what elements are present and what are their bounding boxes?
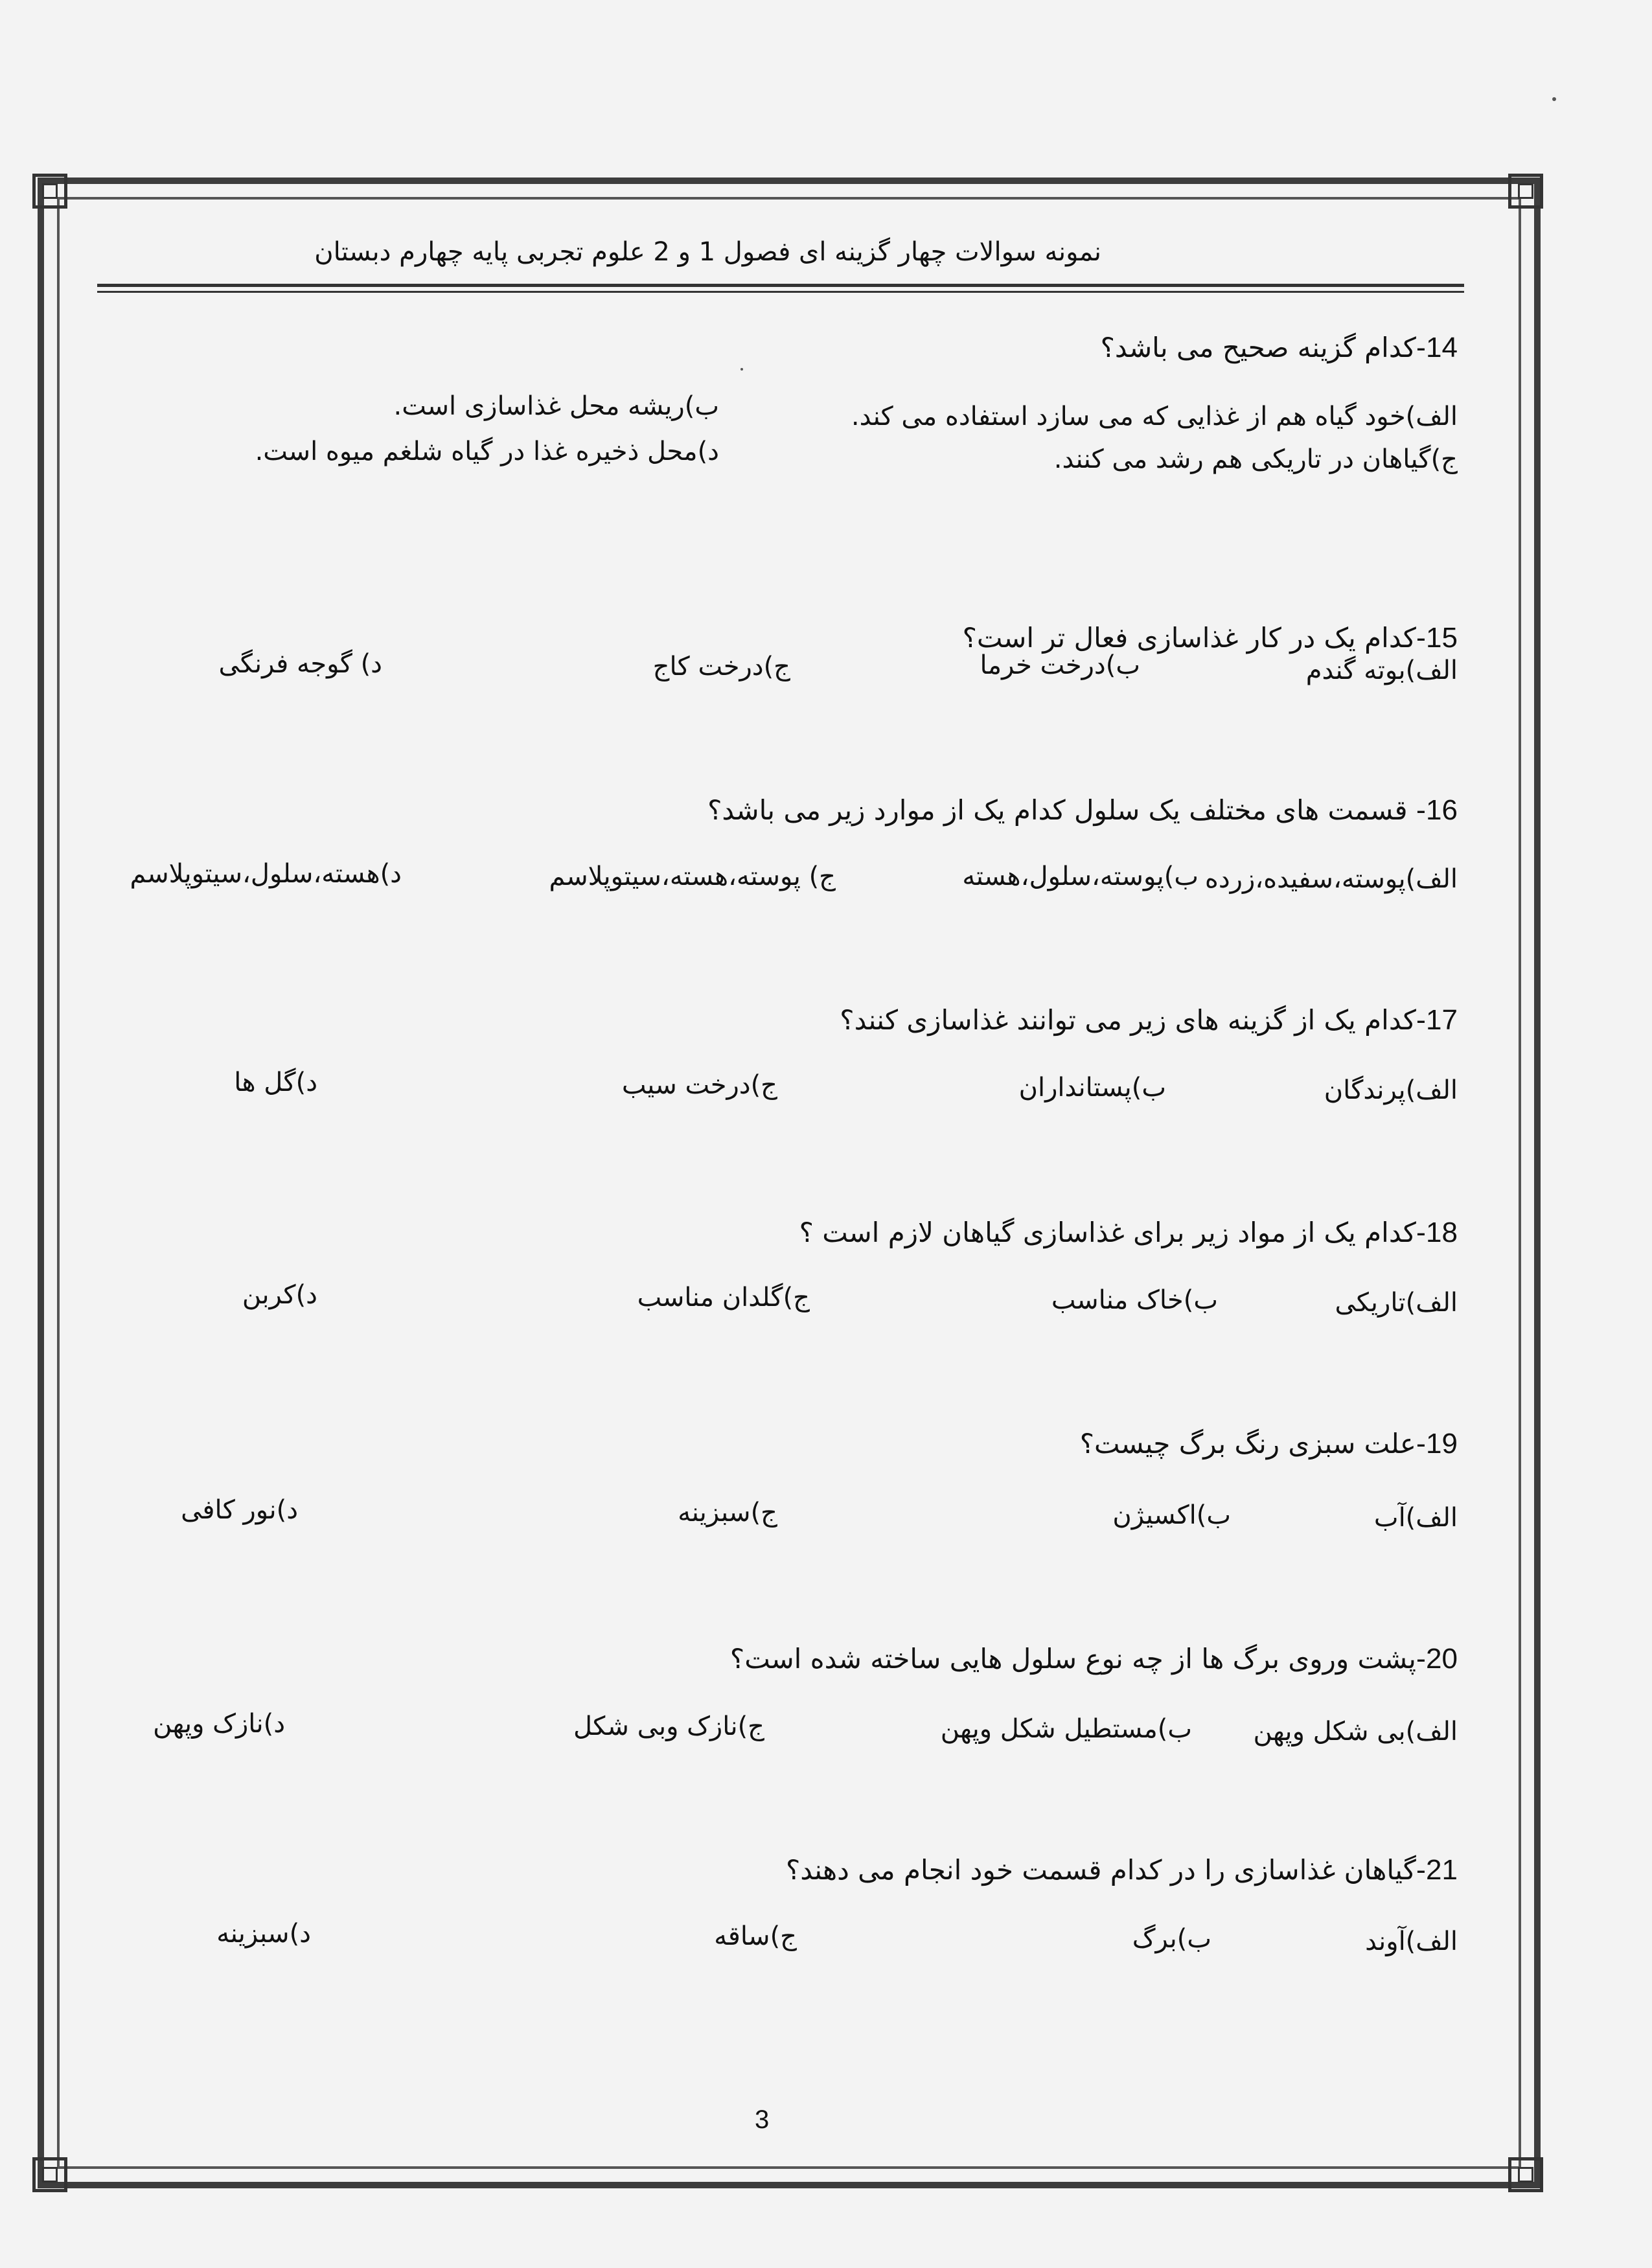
- option-d: د)سبزینه: [216, 1919, 311, 1949]
- option-a: الف)پرندگان: [1324, 1075, 1458, 1105]
- question-text: -گیاهان غذاسازی را در کدام قسمت خود انجام می دهند؟: [785, 1854, 1427, 1886]
- option-b: ب)خاک مناسب: [1051, 1285, 1218, 1315]
- corner-ornament-bottom-right: [1508, 2157, 1543, 2192]
- option-d: د)کربن: [242, 1280, 317, 1310]
- option-c: ج)گیاهان در تاریکی هم رشد می کنند.: [1053, 444, 1458, 474]
- question-text: -کدام گزینه صحیح می باشد؟: [1100, 332, 1427, 363]
- option-c: ج)درخت سیب: [621, 1070, 777, 1100]
- option-a: الف)تاریکی: [1335, 1288, 1458, 1318]
- question-number: 14: [1426, 332, 1458, 363]
- option-c: ج) پوسته،هسته،سیتوپلاسم: [549, 862, 836, 891]
- question-text: -پشت وروی برگ ها از چه نوع سلول هایی ساخته شده است؟: [729, 1643, 1427, 1675]
- option-b: ب)پستانداران: [1018, 1073, 1166, 1103]
- option-a: الف)پوسته،سفیده،زرده: [1204, 864, 1458, 894]
- option-c: ج)درخت کاج: [652, 652, 790, 682]
- option-a: الف)آب: [1373, 1503, 1458, 1533]
- question-text: -کدام یک در کار غذاسازی فعال تر است؟: [962, 622, 1427, 654]
- scan-speck: [740, 368, 743, 371]
- option-a: الف)آوند: [1365, 1927, 1458, 1956]
- question-number: 18: [1426, 1217, 1458, 1248]
- question-16: [707, 794, 1458, 827]
- question-14: [1101, 332, 1458, 364]
- option-a: الف)بوته گندم: [1305, 656, 1458, 685]
- question-number: 16: [1426, 794, 1458, 826]
- option-d: د) گوجه فرنگی: [218, 649, 382, 679]
- question-number: 21: [1426, 1854, 1458, 1886]
- option-d: د)نور کافی: [181, 1495, 298, 1525]
- question-19: [1080, 1428, 1458, 1460]
- corner-ornament-top-left: [32, 174, 67, 209]
- option-d: د)نازک وپهن: [153, 1709, 285, 1739]
- option-d: د)گل ها: [234, 1068, 317, 1097]
- option-b: ب)درخت خرما: [980, 650, 1140, 680]
- question-20: [730, 1643, 1458, 1675]
- document-title: نمونه سوالات چهار گزینه ای فصول 1 و 2 علوم تجربی پایه چهارم دبستان: [314, 237, 1101, 267]
- page-number: 3: [755, 2105, 770, 2134]
- option-a: الف)بی شکل وپهن: [1253, 1717, 1458, 1747]
- option-d: د)هسته،سلول،سیتوپلاسم: [130, 859, 402, 889]
- option-c: ج)سبزینه: [678, 1498, 777, 1528]
- question-text: -کدام یک از گزینه های زیر می توانند غذاسازی کنند؟: [840, 1004, 1427, 1036]
- option-b: ب)اکسیژن: [1112, 1500, 1231, 1530]
- header-divider: [97, 284, 1464, 293]
- question-text: -کدام یک از مواد زیر برای غذاسازی گیاهان لازم است ؟: [799, 1217, 1427, 1248]
- option-b: ب)مستطیل شکل وپهن: [940, 1714, 1192, 1744]
- option-c: ج)نازک وبی شکل: [573, 1712, 764, 1741]
- question-18: [799, 1217, 1458, 1249]
- question-text: -علت سبزی رنگ برگ چیست؟: [1079, 1428, 1427, 1460]
- question-number: 20: [1426, 1643, 1458, 1675]
- corner-ornament-top-right: [1508, 174, 1543, 209]
- question-number: 15: [1426, 622, 1458, 654]
- option-a: الف)خود گیاه هم از غذایی که می سازد استفاده می کند.: [851, 402, 1458, 431]
- scan-speck: [1552, 97, 1556, 101]
- question-number: 17: [1426, 1004, 1458, 1036]
- option-d: د)محل ذخیره غذا در گیاه شلغم میوه است.: [255, 437, 719, 466]
- question-15: [963, 622, 1458, 654]
- option-b: ب)برگ: [1132, 1924, 1211, 1954]
- question-21: [786, 1854, 1458, 1886]
- option-b: ب)پوسته،سلول،هسته: [962, 862, 1199, 891]
- question-number: 19: [1426, 1428, 1458, 1460]
- question-text: - قسمت های مختلف یک سلول کدام یک از موارد زیر می باشد؟: [707, 794, 1427, 826]
- question-17: [840, 1004, 1458, 1037]
- option-c: ج)گلدان مناسب: [637, 1283, 810, 1312]
- option-b: ب)ریشه محل غذاسازی است.: [393, 391, 719, 421]
- corner-ornament-bottom-left: [32, 2157, 67, 2192]
- option-c: ج)ساقه: [714, 1921, 797, 1951]
